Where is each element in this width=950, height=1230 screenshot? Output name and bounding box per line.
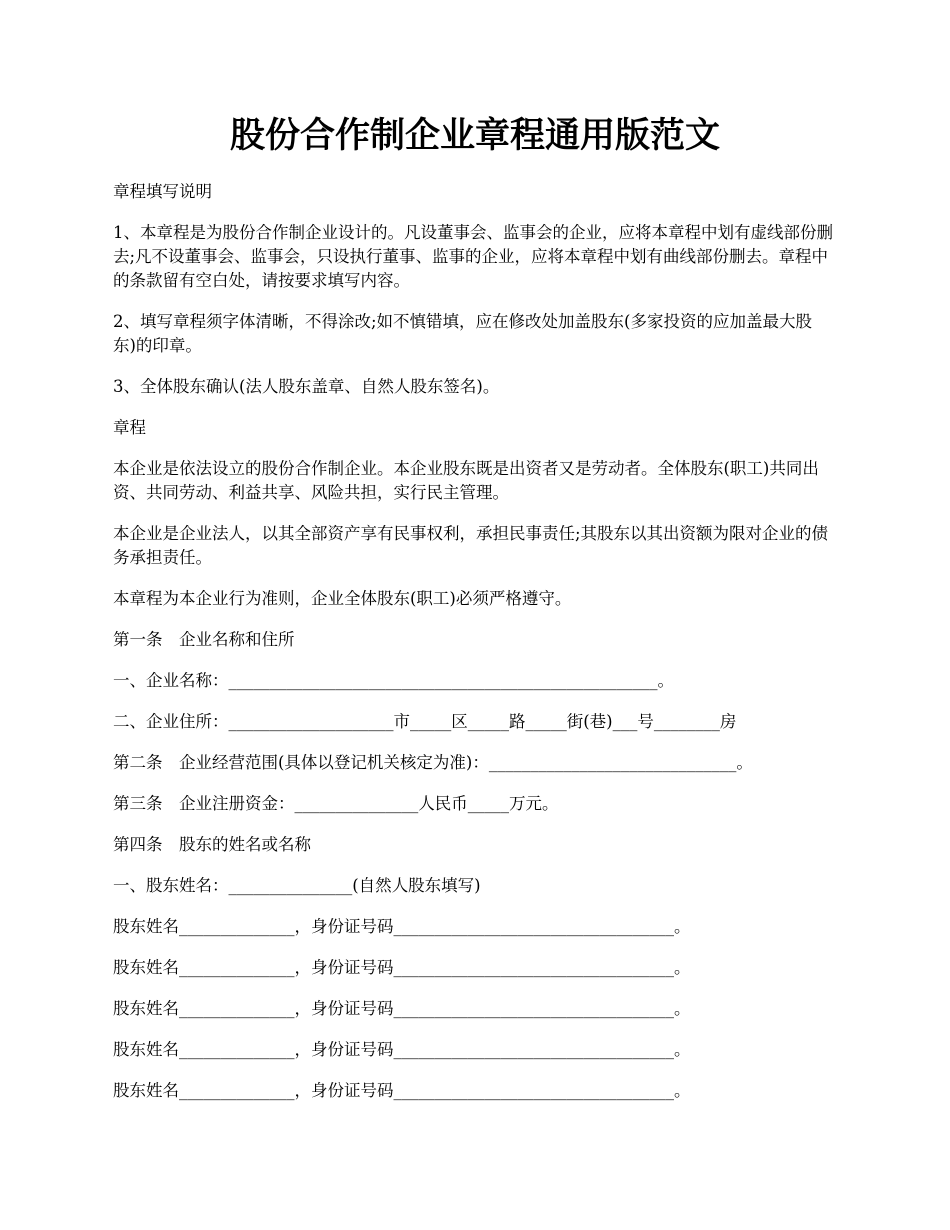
section-heading-instructions: 章程填写说明 xyxy=(113,182,212,201)
charter-paragraph: 本章程为本企业行为准则，企业全体股东(职工)必须严格遵守。 xyxy=(113,589,572,608)
form-line-shareholder-id: 股东姓名______________，身份证号码__________________________________。 xyxy=(113,1081,691,1100)
form-line-company-name: 一、企业名称：____________________________________________________。 xyxy=(113,671,674,690)
section-heading-charter: 章程 xyxy=(113,418,146,437)
instruction-item-2: 2、填写章程须字体清晰，不得涂改;如不慎错填，应在修改处加盖股东(多家投资的应加盖最大股东)的印章。 xyxy=(113,312,812,355)
form-line-shareholder-id: 股东姓名______________，身份证号码__________________________________。 xyxy=(113,999,691,1018)
form-line-shareholder-id: 股东姓名______________，身份证号码__________________________________。 xyxy=(113,958,691,977)
form-line-shareholder: 一、股东姓名：_______________(自然人股东填写) xyxy=(113,876,481,895)
charter-paragraph: 本企业是企业法人，以其全部资产享有民事权利，承担民事责任;其股东以其出资额为限对企业的债务承担责任。 xyxy=(113,524,829,567)
instruction-item-3: 3、全体股东确认(法人股东盖章、自然人股东签名)。 xyxy=(113,377,500,396)
article-heading: 第一条 企业名称和住所 xyxy=(113,630,295,649)
charter-paragraph: 本企业是依法设立的股份合作制企业。本企业股东既是出资者又是劳动者。全体股东(职工)共同出资、共同劳动、利益共享、风险共担，实行民主管理。 xyxy=(113,459,819,502)
form-line-shareholder-id: 股东姓名______________，身份证号码__________________________________。 xyxy=(113,1040,691,1059)
form-line-registered-capital: 第三条 企业注册资金：_______________人民币_____万元。 xyxy=(113,794,559,813)
document-title: 股份合作制企业章程通用版范文 xyxy=(229,115,720,156)
form-line-business-scope: 第二条 企业经营范围(具体以登记机关核定为准)：______________________________。 xyxy=(113,753,753,772)
document-body xyxy=(113,180,833,1120)
form-line-shareholder-id: 股东姓名______________，身份证号码__________________________________。 xyxy=(113,917,691,936)
article-heading: 第四条 股东的姓名或名称 xyxy=(113,835,311,854)
instruction-item-1: 1、本章程是为股份合作制企业设计的。凡设董事会、监事会的企业，应将本章程中划有虚线部份删去;凡不设董事会、监事会，只设执行董事、监事的企业，应将本章程中划有曲线部份删去。章程中的条款留有空白处，请按要求填写内容。 xyxy=(113,223,833,290)
form-line-company-address: 二、企业住所：____________________市_____区_____路_____街(巷)___号________房 xyxy=(113,712,737,731)
